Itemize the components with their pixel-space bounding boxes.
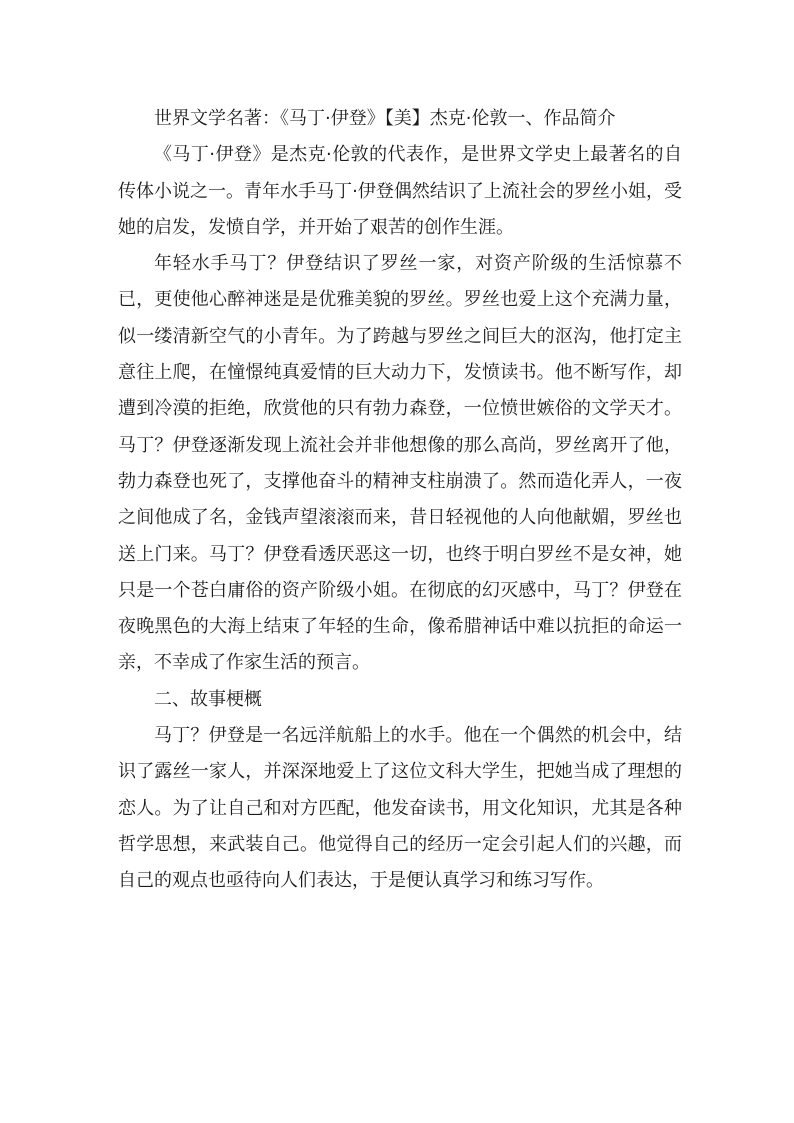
document-title-line: 世界文学名著：《马丁·伊登》【美】杰克·伦敦一、作品简介 bbox=[154, 108, 616, 129]
section-two-heading: 二、故事梗概 bbox=[154, 688, 262, 710]
document-page bbox=[118, 101, 682, 900]
intro-paragraph-1: 《马丁·伊登》是杰克·伦敦的代表作，是世界文学史上最著名的自传体小说之一。青年水手马丁·伊登偶然结识了上流社会的罗丝小姐，受她的启发，发愤自学，并开始了艰苦的创作生涯。 bbox=[118, 144, 682, 238]
intro-paragraph-2: 年轻水手马丁？伊登结识了罗丝一家，对资产阶级的生活惊慕不已，更使他心醉神迷是是优雅美貌的罗丝。罗丝也爱上这个充满力量，似一缕清新空气的小青年。为了跨越与罗丝之间巨大的沤沟，他打定主意往上爬，在憧憬纯真爱情的巨大动力下，发愤读书。他不断写作，却遭到冷漠的拒绝，欣赏他的只有勃力森登，一位愤世嫉俗的文学天才。马丁？伊登逐渐发现上流社会并非他想像的那么高尚，罗丝离开了他，勃力森登也死了，支撑他奋斗的精神支柱崩溃了。然而造化弄人，一夜之间他成了名，金钱声望滚滚而来，昔日轻视他的人向他献媚，罗丝也送上门来。马丁？伊登看透厌恶这一切，也终于明白罗丝不是女神，她只是一个苍白庸俗的资产阶级小姐。在彻底的幻灭感中，马丁？伊登在夜晚黑色的大海上结束了年轻的生命，像希腊神话中难以抗拒的命运一亲，不幸成了作家生活的预言。 bbox=[118, 253, 682, 674]
story-paragraph-1: 马丁？伊登是一名远洋航船上的水手。他在一个偶然的机会中，结识了露丝一家人，并深深地爱上了这位文科大学生，把她当成了理想的恋人。为了让自己和对方匹配，他发奋读书，用文化知识，尤其是各种哲学思想，来武装自己。他觉得自己的经历一定会引起人们的兴趣，而自己的观点也亟待向人们表达，于是便认真学习和练习写作。 bbox=[118, 725, 682, 892]
